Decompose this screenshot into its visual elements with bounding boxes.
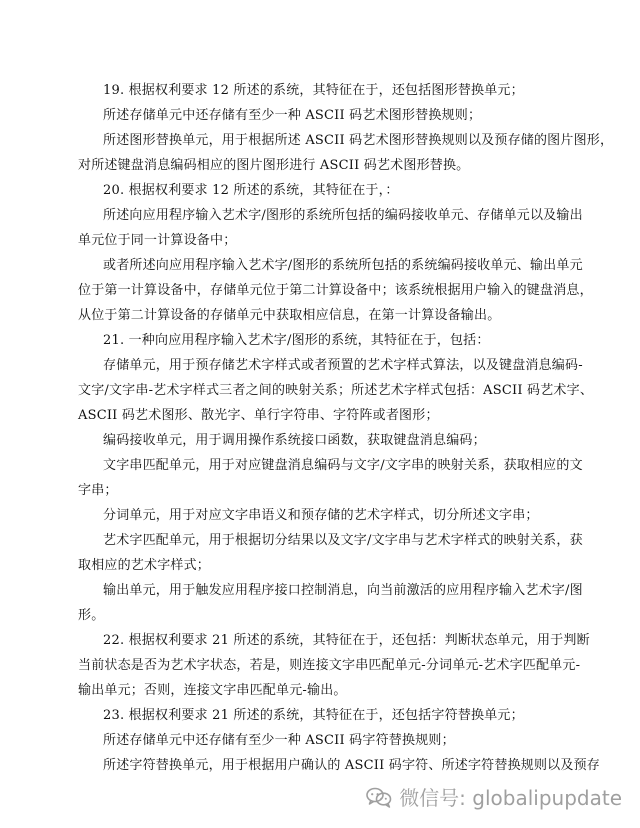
claim-text-line: 20. 根据权利要求 12 所述的系统，其特征在于，： xyxy=(103,183,399,198)
claim-text-line: 形。 xyxy=(78,608,105,623)
claim-text-line: 输出单元，用于触发应用程序接口控制消息，向当前激活的应用程序输入艺术字/图 xyxy=(103,583,583,598)
claim-text-line: 21. 一种向应用程序输入艺术字/图形的系统，其特征在于，包括： xyxy=(103,333,490,348)
watermark-text: 微信号: globalipupdate xyxy=(399,786,622,810)
claim-text-line: 位于第一计算设备中，存储单元位于第二计算设备中；该系统根据用户输入的键盘消息， xyxy=(78,283,593,298)
claim-text-line: 单元位于同一计算设备中； xyxy=(78,233,237,248)
claim-text-line: 23. 根据权利要求 21 所述的系统，其特征在于，还包括字符替换单元； xyxy=(103,708,524,723)
claim-text-line: 分词单元，用于对应文字串语义和预存储的艺术字样式，切分所述文字串； xyxy=(103,508,539,523)
claim-text-line: 取相应的艺术字样式； xyxy=(78,558,211,573)
claim-text-line: 字串； xyxy=(78,483,118,498)
claim-text-line: 或者所述向应用程序输入艺术字/图形的系统所包括的系统编码接收单元、输出单元 xyxy=(103,258,583,273)
claim-text-line: 文字/文字串-艺术字样式三者之间的映射关系；所述艺术字样式包括：ASCII 码艺术字、 xyxy=(78,383,594,398)
claim-text-line: 存储单元，用于预存储艺术字样式或者预置的艺术字样式算法，以及键盘消息编码- xyxy=(103,358,583,373)
claim-text-line: 输出单元；否则，连接文字串匹配单元-输出。 xyxy=(78,683,347,698)
claim-text-line: 艺术字匹配单元，用于根据切分结果以及文字/文字串与艺术字样式的映射关系，获 xyxy=(103,533,583,548)
claim-text-line: 所述字符替换单元，用于根据用户确认的 ASCII 码字符、所述字符替换规则以及预存 xyxy=(103,758,600,773)
claim-text-line: 所述向应用程序输入艺术字/图形的系统所包括的编码接收单元、存储单元以及输出 xyxy=(103,208,583,223)
claim-text-line: 所述存储单元中还存储有至少一种 ASCII 码字符替换规则； xyxy=(103,733,455,748)
claim-text-line: 从位于第二计算设备的存储单元中获取相应信息，在第一计算设备输出。 xyxy=(78,308,501,323)
wechat-watermark xyxy=(365,786,622,810)
claim-text-line: ASCII 码艺术图形、散光字、单行字符串、字符阵或者图形； xyxy=(78,408,439,423)
claim-text-line: 对所述键盘消息编码相应的图片图形进行 ASCII 码艺术图形替换。 xyxy=(78,158,470,173)
claim-text-line: 当前状态是否为艺术字状态，若是，则连接文字串匹配单元-分词单元-艺术字匹配单元- xyxy=(78,658,581,673)
claim-text-line: 所述图形替换单元，用于根据所述 ASCII 码艺术图形替换规则以及预存储的图片图形， xyxy=(103,133,614,148)
claim-text-line: 文字串匹配单元，用于对应键盘消息编码与文字/文字串的映射关系，获取相应的文 xyxy=(103,458,583,473)
claim-text-line: 编码接收单元，用于调用操作系统接口函数，获取键盘消息编码； xyxy=(103,433,486,448)
wechat-icon xyxy=(365,786,393,810)
claim-text-line: 所述存储单元中还存储有至少一种 ASCII 码艺术图形替换规则； xyxy=(103,108,482,123)
claim-text-line: 19. 根据权利要求 12 所述的系统，其特征在于，还包括图形替换单元； xyxy=(103,83,524,98)
claim-text-line: 22. 根据权利要求 21 所述的系统，其特征在于，还包括：判断状态单元，用于判断 xyxy=(103,633,590,648)
